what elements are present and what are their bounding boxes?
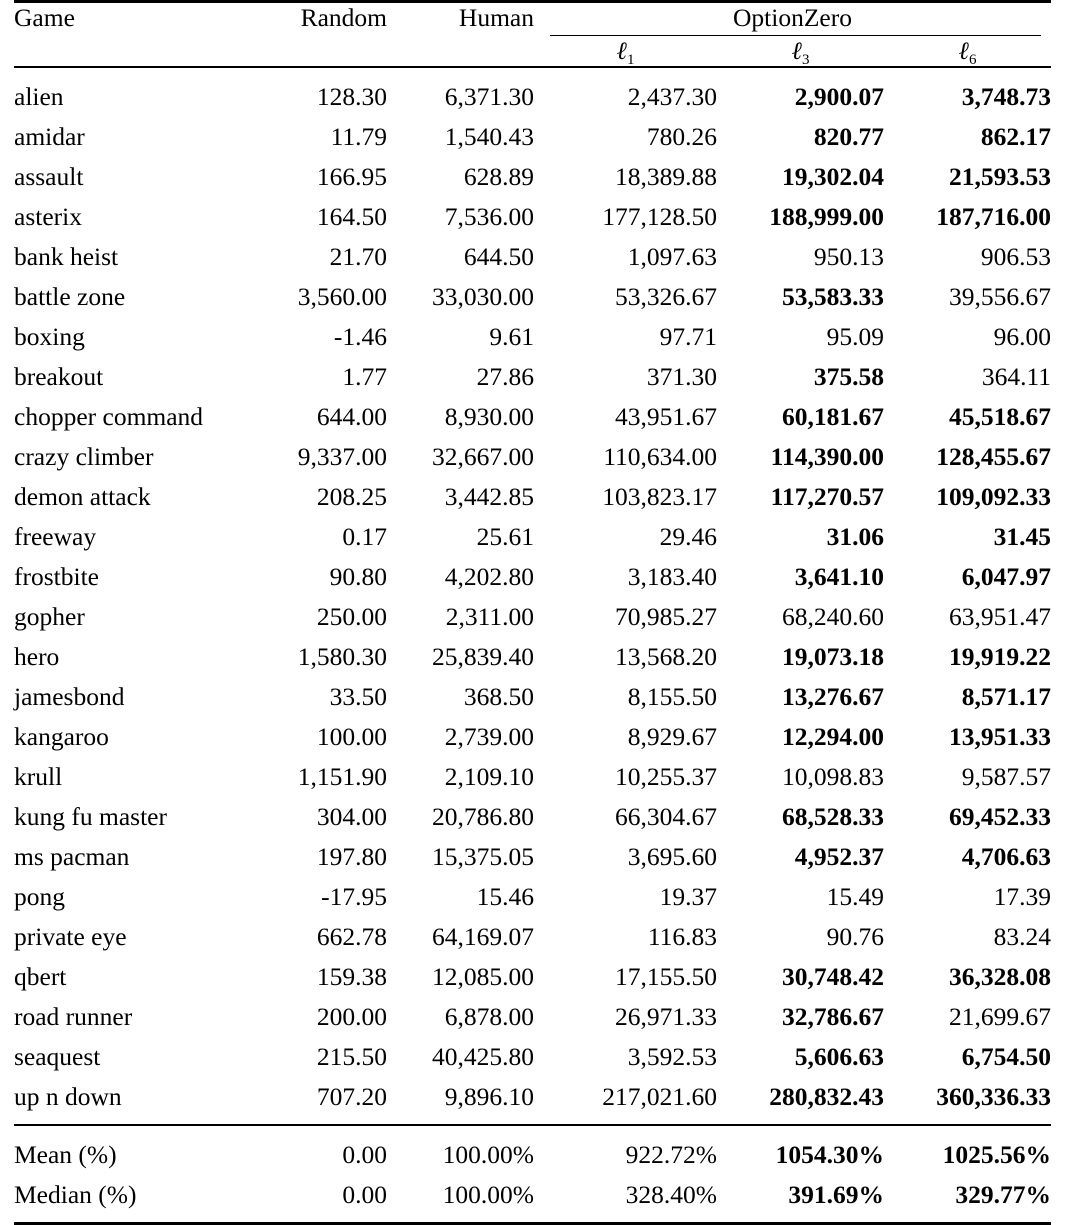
cell-l6: 21,699.67 — [884, 997, 1051, 1037]
cell-l1: 13,568.20 — [534, 637, 717, 677]
table-foot-group — [14, 1215, 1051, 1225]
table-row — [14, 397, 1051, 437]
cell-l6: 4,706.63 — [884, 837, 1051, 877]
cell-game: amidar — [14, 117, 250, 157]
ell-subscript-1: 1 — [627, 52, 635, 68]
summary-row — [14, 1175, 1051, 1215]
table-row — [14, 917, 1051, 957]
cell-game: bank heist — [14, 237, 250, 277]
cell-l1: 110,634.00 — [534, 437, 717, 477]
summary-row — [14, 1135, 1051, 1175]
cell-l1: 8,929.67 — [534, 717, 717, 757]
cell-l3: 188,999.00 — [717, 197, 884, 237]
cell-l3: 15.49 — [717, 877, 884, 917]
cell-l6: 36,328.08 — [884, 957, 1051, 997]
cell-l1: 53,326.67 — [534, 277, 717, 317]
cell-game: qbert — [14, 957, 250, 997]
table-row — [14, 797, 1051, 837]
column-group-header-optionzero — [534, 3, 1051, 36]
cell-random: 644.00 — [250, 397, 387, 437]
cell-l3: 95.09 — [717, 317, 884, 357]
cell-l1: 371.30 — [534, 357, 717, 397]
cell-random: 0.17 — [250, 517, 387, 557]
cell-game: seaquest — [14, 1037, 250, 1077]
cell-human: 100.00% — [387, 1135, 534, 1175]
cell-l3: 53,583.33 — [717, 277, 884, 317]
cell-random: 1.77 — [250, 357, 387, 397]
cell-human: 644.50 — [387, 237, 534, 277]
cell-human: 4,202.80 — [387, 557, 534, 597]
cell-l6: 39,556.67 — [884, 277, 1051, 317]
cell-human: 7,536.00 — [387, 197, 534, 237]
table-body — [14, 77, 1051, 1117]
column-header-l6 — [884, 36, 1051, 67]
group-header-label: OptionZero — [733, 3, 852, 32]
cell-l3: 12,294.00 — [717, 717, 884, 757]
cell-l1: 26,971.33 — [534, 997, 717, 1037]
cell-l3: 820.77 — [717, 117, 884, 157]
cell-random: 1,151.90 — [250, 757, 387, 797]
table-row — [14, 997, 1051, 1037]
cell-l6: 128,455.67 — [884, 437, 1051, 477]
cell-random: 304.00 — [250, 797, 387, 837]
cell-random: 3,560.00 — [250, 277, 387, 317]
table-row — [14, 757, 1051, 797]
cell-human: 40,425.80 — [387, 1037, 534, 1077]
cell-l1: 116.83 — [534, 917, 717, 957]
cell-human: 8,930.00 — [387, 397, 534, 437]
cell-l6: 45,518.67 — [884, 397, 1051, 437]
cell-l1: 29.46 — [534, 517, 717, 557]
cell-human: 32,667.00 — [387, 437, 534, 477]
cell-human: 9.61 — [387, 317, 534, 357]
cell-l3: 280,832.43 — [717, 1077, 884, 1117]
cell-l3: 68,240.60 — [717, 597, 884, 637]
table-row — [14, 317, 1051, 357]
cell-l3: 31.06 — [717, 517, 884, 557]
table-row — [14, 477, 1051, 517]
cell-game: krull — [14, 757, 250, 797]
cell-l1: 922.72% — [534, 1135, 717, 1175]
cell-l6: 3,748.73 — [884, 77, 1051, 117]
cell-random: 11.79 — [250, 117, 387, 157]
cell-l1: 217,021.60 — [534, 1077, 717, 1117]
spacer-after-header — [14, 68, 1051, 77]
cell-l3: 19,073.18 — [717, 637, 884, 677]
cell-human: 12,085.00 — [387, 957, 534, 997]
cell-l3: 19,302.04 — [717, 157, 884, 197]
cell-l1: 17,155.50 — [534, 957, 717, 997]
cell-game: road runner — [14, 997, 250, 1037]
ell-symbol-3: ℓ$_3$ — [792, 38, 810, 65]
cell-l6: 862.17 — [884, 117, 1051, 157]
cell-l6: 109,092.33 — [884, 477, 1051, 517]
cell-human: 15.46 — [387, 877, 534, 917]
cell-l6: 360,336.33 — [884, 1077, 1051, 1117]
cell-random: 100.00 — [250, 717, 387, 757]
cell-human: 6,878.00 — [387, 997, 534, 1037]
cell-l6: 6,754.50 — [884, 1037, 1051, 1077]
cell-l6: 96.00 — [884, 317, 1051, 357]
cell-l1: 3,592.53 — [534, 1037, 717, 1077]
cell-game: up n down — [14, 1077, 250, 1117]
table-row — [14, 197, 1051, 237]
cell-l3: 117,270.57 — [717, 477, 884, 517]
cell-l6: 187,716.00 — [884, 197, 1051, 237]
cell-l6: 19,919.22 — [884, 637, 1051, 677]
table-row — [14, 237, 1051, 277]
cell-game: Median (%) — [14, 1175, 250, 1215]
table-row — [14, 557, 1051, 597]
cell-l1: 43,951.67 — [534, 397, 717, 437]
cell-l1: 8,155.50 — [534, 677, 717, 717]
cell-l3: 5,606.63 — [717, 1037, 884, 1077]
table-row — [14, 277, 1051, 317]
cell-random: 1,580.30 — [250, 637, 387, 677]
cell-game: breakout — [14, 357, 250, 397]
cell-human: 628.89 — [387, 157, 534, 197]
column-header-l1 — [534, 36, 717, 67]
cell-l6: 329.77% — [884, 1175, 1051, 1215]
cell-game: alien — [14, 77, 250, 117]
cell-l3: 32,786.67 — [717, 997, 884, 1037]
cell-human: 27.86 — [387, 357, 534, 397]
cell-game: hero — [14, 637, 250, 677]
cell-human: 9,896.10 — [387, 1077, 534, 1117]
ell-symbol-1: ℓ$_1$ — [617, 38, 635, 65]
cell-l3: 375.58 — [717, 357, 884, 397]
cell-human: 368.50 — [387, 677, 534, 717]
cell-game: kung fu master — [14, 797, 250, 837]
cell-l1: 18,389.88 — [534, 157, 717, 197]
cell-l3: 391.69% — [717, 1175, 884, 1215]
cell-l6: 9,587.57 — [884, 757, 1051, 797]
table-summary-group — [14, 1117, 1051, 1135]
cell-human: 64,169.07 — [387, 917, 534, 957]
cell-random: 159.38 — [250, 957, 387, 997]
cell-l6: 13,951.33 — [884, 717, 1051, 757]
cell-l3: 13,276.67 — [717, 677, 884, 717]
cell-game: demon attack — [14, 477, 250, 517]
cell-l1: 70,985.27 — [534, 597, 717, 637]
cell-l6: 8,571.17 — [884, 677, 1051, 717]
cell-human: 2,739.00 — [387, 717, 534, 757]
cell-l1: 328.40% — [534, 1175, 717, 1215]
cell-random: 33.50 — [250, 677, 387, 717]
table-row — [14, 637, 1051, 677]
table-row — [14, 517, 1051, 557]
cell-l1: 10,255.37 — [534, 757, 717, 797]
cell-l3: 114,390.00 — [717, 437, 884, 477]
cell-random: -1.46 — [250, 317, 387, 357]
spacer-before-summary — [14, 1117, 1051, 1125]
cell-random: 215.50 — [250, 1037, 387, 1077]
table-row — [14, 1037, 1051, 1077]
table-row — [14, 877, 1051, 917]
ell-subscript-6: 6 — [969, 52, 977, 68]
cell-l3: 4,952.37 — [717, 837, 884, 877]
cell-game: freeway — [14, 517, 250, 557]
table-head-group — [14, 2, 1051, 78]
table-row — [14, 597, 1051, 637]
header-group-row — [14, 3, 1051, 36]
cell-l1: 2,437.30 — [534, 77, 717, 117]
cell-human: 6,371.30 — [387, 77, 534, 117]
cell-random: 208.25 — [250, 477, 387, 517]
cell-human: 15,375.05 — [387, 837, 534, 877]
cell-l1: 177,128.50 — [534, 197, 717, 237]
cell-random: -17.95 — [250, 877, 387, 917]
cell-l6: 906.53 — [884, 237, 1051, 277]
cell-l3: 2,900.07 — [717, 77, 884, 117]
cell-l3: 60,181.67 — [717, 397, 884, 437]
cell-random: 166.95 — [250, 157, 387, 197]
cell-game: kangaroo — [14, 717, 250, 757]
cell-random: 200.00 — [250, 997, 387, 1037]
cell-random: 21.70 — [250, 237, 387, 277]
cell-game: jamesbond — [14, 677, 250, 717]
cell-random: 197.80 — [250, 837, 387, 877]
cell-l1: 97.71 — [534, 317, 717, 357]
table-row — [14, 117, 1051, 157]
column-header-human: Human — [387, 3, 534, 67]
cell-human: 33,030.00 — [387, 277, 534, 317]
cell-human: 100.00% — [387, 1175, 534, 1215]
cell-human: 2,109.10 — [387, 757, 534, 797]
cell-l1: 1,097.63 — [534, 237, 717, 277]
table-row — [14, 1077, 1051, 1117]
table-row — [14, 437, 1051, 477]
cell-l3: 950.13 — [717, 237, 884, 277]
cell-game: Mean (%) — [14, 1135, 250, 1175]
table-row — [14, 837, 1051, 877]
cell-game: boxing — [14, 317, 250, 357]
atari-benchmark-results-table — [14, 0, 1051, 1225]
cell-random: 164.50 — [250, 197, 387, 237]
column-header-random: Random — [250, 3, 387, 67]
cell-random: 707.20 — [250, 1077, 387, 1117]
cell-game: assault — [14, 157, 250, 197]
cell-game: chopper command — [14, 397, 250, 437]
cell-random: 90.80 — [250, 557, 387, 597]
cell-l3: 68,528.33 — [717, 797, 884, 837]
cell-l3: 10,098.83 — [717, 757, 884, 797]
column-header-game: Game — [14, 3, 250, 67]
cell-game: pong — [14, 877, 250, 917]
cell-l6: 83.24 — [884, 917, 1051, 957]
table-row — [14, 77, 1051, 117]
ell-symbol-6: ℓ$_6$ — [959, 38, 977, 65]
table-row — [14, 957, 1051, 997]
table-row — [14, 157, 1051, 197]
table-row — [14, 357, 1051, 397]
cell-human: 3,442.85 — [387, 477, 534, 517]
cell-l6: 69,452.33 — [884, 797, 1051, 837]
cell-random: 9,337.00 — [250, 437, 387, 477]
table-summary-body — [14, 1135, 1051, 1215]
cell-human: 2,311.00 — [387, 597, 534, 637]
cell-human: 25.61 — [387, 517, 534, 557]
cell-random: 250.00 — [250, 597, 387, 637]
cell-l1: 3,695.60 — [534, 837, 717, 877]
cell-random: 128.30 — [250, 77, 387, 117]
cell-game: gopher — [14, 597, 250, 637]
cell-human: 1,540.43 — [387, 117, 534, 157]
cell-random: 0.00 — [250, 1175, 387, 1215]
cell-l1: 103,823.17 — [534, 477, 717, 517]
cell-human: 20,786.80 — [387, 797, 534, 837]
cell-l6: 21,593.53 — [884, 157, 1051, 197]
table-row — [14, 677, 1051, 717]
table-row — [14, 717, 1051, 757]
cell-l3: 90.76 — [717, 917, 884, 957]
cell-l6: 1025.56% — [884, 1135, 1051, 1175]
cell-l6: 364.11 — [884, 357, 1051, 397]
cell-game: battle zone — [14, 277, 250, 317]
cell-l6: 63,951.47 — [884, 597, 1051, 637]
cell-l6: 17.39 — [884, 877, 1051, 917]
cell-game: crazy climber — [14, 437, 250, 477]
cell-random: 0.00 — [250, 1135, 387, 1175]
cell-l1: 19.37 — [534, 877, 717, 917]
ell-subscript-3: 3 — [802, 52, 810, 68]
cell-random: 662.78 — [250, 917, 387, 957]
column-header-l3 — [717, 36, 884, 67]
cell-l6: 31.45 — [884, 517, 1051, 557]
cell-game: ms pacman — [14, 837, 250, 877]
cell-game: private eye — [14, 917, 250, 957]
spacer-after-summary-rule — [14, 1126, 1051, 1135]
cell-l3: 1054.30% — [717, 1135, 884, 1175]
cell-human: 25,839.40 — [387, 637, 534, 677]
cell-l3: 3,641.10 — [717, 557, 884, 597]
cell-l1: 66,304.67 — [534, 797, 717, 837]
spacer-before-bottom-rule — [14, 1215, 1051, 1224]
cell-l6: 6,047.97 — [884, 557, 1051, 597]
cell-l1: 3,183.40 — [534, 557, 717, 597]
cell-game: asterix — [14, 197, 250, 237]
cell-l3: 30,748.42 — [717, 957, 884, 997]
cell-l1: 780.26 — [534, 117, 717, 157]
cell-game: frostbite — [14, 557, 250, 597]
